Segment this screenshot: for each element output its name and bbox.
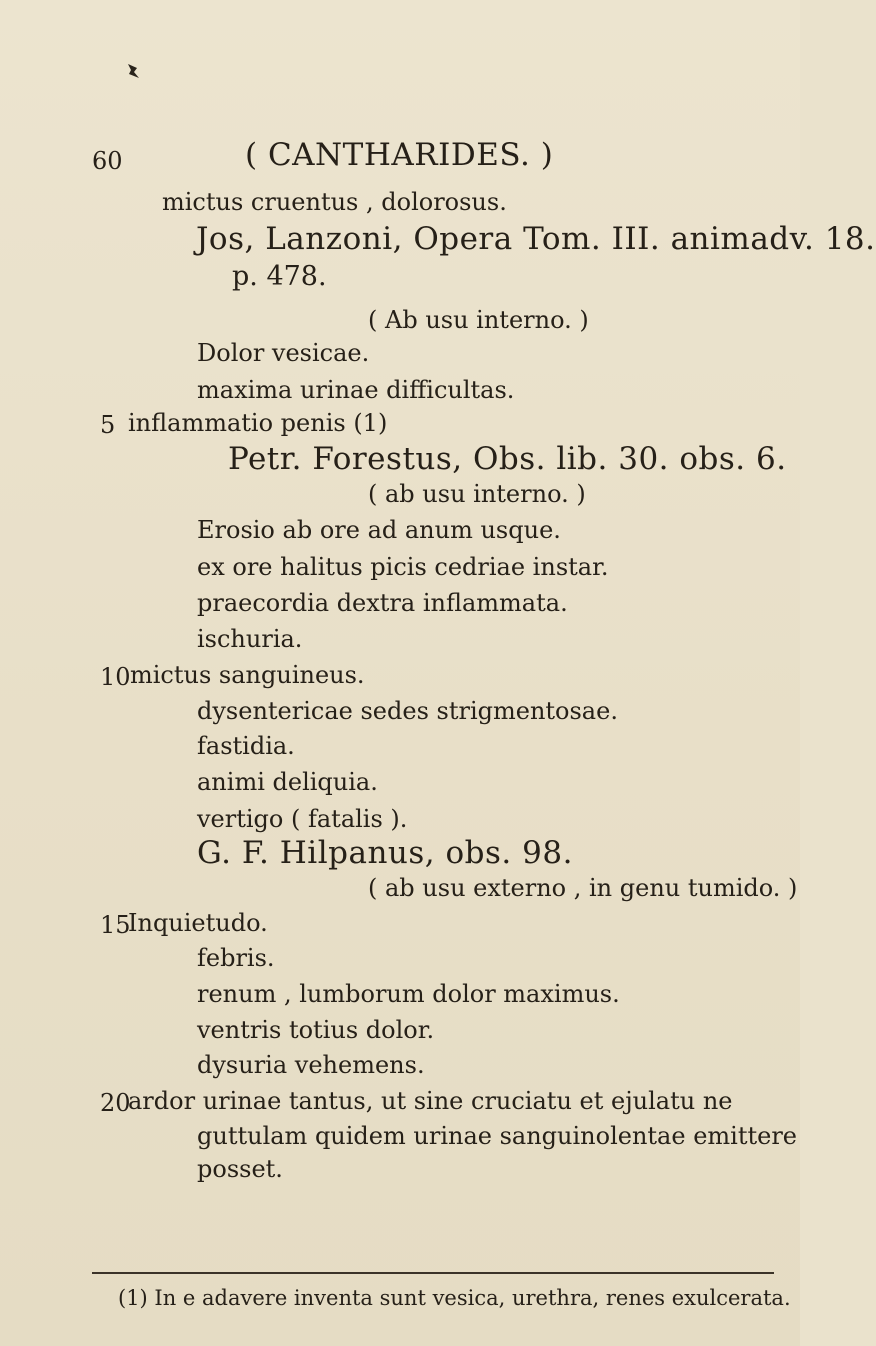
text-line: Erosio ab ore ad anum usque. xyxy=(197,516,561,544)
text-line: Petr. Forestus, Obs. lib. 30. obs. 6. xyxy=(228,441,787,477)
text-line: p. 478. xyxy=(232,261,327,292)
text-line: guttulam quidem urinae sanguinolentae emittere xyxy=(197,1122,797,1150)
text-line: ( ab usu externo , in genu tumido. ) xyxy=(368,874,798,902)
ink-mark-icon xyxy=(125,62,141,80)
text-line: inflammatio penis (1) xyxy=(128,409,388,437)
text-line: dysentericae sedes strigmentosae. xyxy=(197,697,618,725)
running-title: ( CANTHARIDES. ) xyxy=(245,137,554,173)
line-number: 10 xyxy=(100,663,131,691)
text-line: febris. xyxy=(197,944,275,972)
line-number: 15 xyxy=(100,911,131,939)
line-number: 20 xyxy=(100,1089,131,1117)
text-line: ardor urinae tantus, ut sine cruciatu et ejulatu ne xyxy=(128,1087,733,1115)
text-line: ischuria. xyxy=(197,625,303,653)
page-number: 60 xyxy=(92,147,123,175)
text-line: fastidia. xyxy=(197,732,295,760)
text-line: mictus sanguineus. xyxy=(130,661,365,689)
footnote-rule xyxy=(92,1272,774,1274)
text-line: posset. xyxy=(197,1155,283,1183)
text-line: animi deliquia. xyxy=(197,768,378,796)
line-number: 5 xyxy=(100,411,116,439)
text-line: vertigo ( fatalis ). xyxy=(197,805,408,833)
text-line: renum , lumborum dolor maximus. xyxy=(197,980,620,1008)
text-line: mictus cruentus , dolorosus. xyxy=(162,188,507,216)
text-line: G. F. Hilpanus, obs. 98. xyxy=(197,835,573,871)
text-line: maxima urinae difficultas. xyxy=(197,376,515,404)
text-line: Jos, Lanzoni, Opera Tom. III. animadv. 18. xyxy=(196,221,876,257)
text-line: Inquietudo. xyxy=(128,909,268,937)
text-line: ex ore halitus picis cedriae instar. xyxy=(197,553,609,581)
text-line: ( Ab usu interno. ) xyxy=(368,306,589,334)
text-line: Dolor vesicae. xyxy=(197,339,370,367)
footnote: (1) In e adavere inventa sunt vesica, urethra, renes exulcerata. xyxy=(118,1286,791,1310)
text-line: ( ab usu interno. ) xyxy=(368,480,586,508)
text-line: ventris totius dolor. xyxy=(197,1016,435,1044)
text-line: dysuria vehemens. xyxy=(197,1051,425,1079)
text-line: praecordia dextra inflammata. xyxy=(197,589,568,617)
